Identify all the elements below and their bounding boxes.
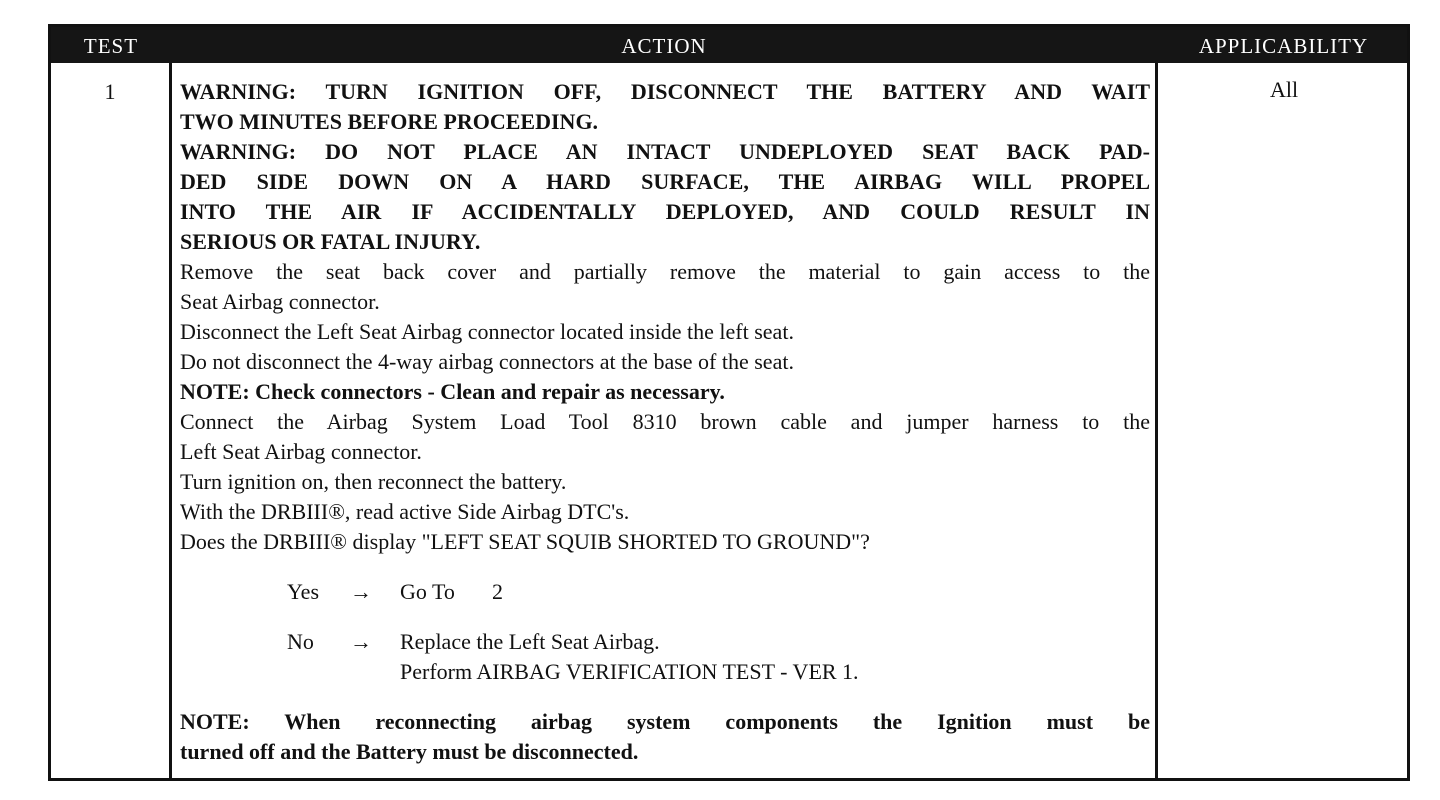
note-reconnecting-line1: NOTE: When reconnecting airbag system components the Ignition must be	[180, 709, 1150, 734]
step-turn-ignition-on: Turn ignition on, then reconnect the battery.	[180, 469, 567, 494]
branch-no	[180, 627, 1150, 657]
applicability-value: All	[1269, 77, 1299, 102]
note-reconnecting-line2: turned off and the Battery must be disconnected.	[180, 739, 639, 764]
table-header	[51, 27, 1407, 63]
action-content	[180, 77, 1150, 767]
warning-seat-line3: INTO THE AIR IF ACCIDENTALLY DEPLOYED, AND COULD RESULT IN	[180, 199, 1150, 224]
warning-ignition-line1: WARNING: TURN IGNITION OFF, DISCONNECT THE BATTERY AND WAIT	[180, 79, 1150, 104]
warning-seat-line2: DED SIDE DOWN ON A HARD SURFACE, THE AIRBAG WILL PROPEL	[180, 169, 1150, 194]
no-arrow-icon: →	[350, 629, 372, 654]
header-action: ACTION	[621, 34, 707, 58]
warning-seat-line4: SERIOUS OR FATAL INJURY.	[180, 229, 481, 254]
note-check-connectors: NOTE: Check connectors - Clean and repair as necessary.	[180, 379, 725, 404]
header-test: TEST	[83, 34, 139, 58]
yes-arrow-icon: →	[350, 579, 372, 604]
yes-step-number: 2	[492, 579, 503, 604]
step-connect-load-tool-line2: Left Seat Airbag connector.	[180, 439, 422, 464]
column-divider-test	[169, 63, 172, 778]
yes-result: Go To	[400, 579, 455, 604]
no-label: No	[287, 629, 314, 654]
warning-seat-line1: WARNING: DO NOT PLACE AN INTACT UNDEPLOYED SEAT BACK PAD-	[180, 139, 1150, 164]
step-connect-load-tool-line1: Connect the Airbag System Load Tool 8310 brown cable and jumper harness to the	[180, 409, 1150, 434]
step-read-dtc: With the DRBIII®, read active Side Airbag DTC's.	[180, 499, 630, 524]
step-remove-cover-line1: Remove the seat back cover and partially remove the material to gain access to the	[180, 259, 1150, 284]
no-result-line1: Replace the Left Seat Airbag.	[400, 629, 660, 654]
column-divider-applicability	[1155, 63, 1158, 778]
diagnostic-table	[48, 24, 1410, 781]
test-number: 1	[104, 79, 116, 104]
warning-ignition-line2: TWO MINUTES BEFORE PROCEEDING.	[180, 109, 599, 134]
no-result-line2: Perform AIRBAG VERIFICATION TEST - VER 1.	[400, 659, 859, 684]
branch-no-continued	[180, 657, 1150, 687]
step-remove-cover-line2: Seat Airbag connector.	[180, 289, 380, 314]
step-do-not-disconnect: Do not disconnect the 4-way airbag connectors at the base of the seat.	[180, 349, 794, 374]
header-applicability: APPLICABILITY	[1198, 34, 1369, 58]
branch-yes	[180, 577, 1150, 607]
question: Does the DRBIII® display "LEFT SEAT SQUIB SHORTED TO GROUND"?	[180, 529, 870, 554]
step-disconnect-connector: Disconnect the Left Seat Airbag connector located inside the left seat.	[180, 319, 794, 344]
yes-label: Yes	[287, 579, 320, 604]
